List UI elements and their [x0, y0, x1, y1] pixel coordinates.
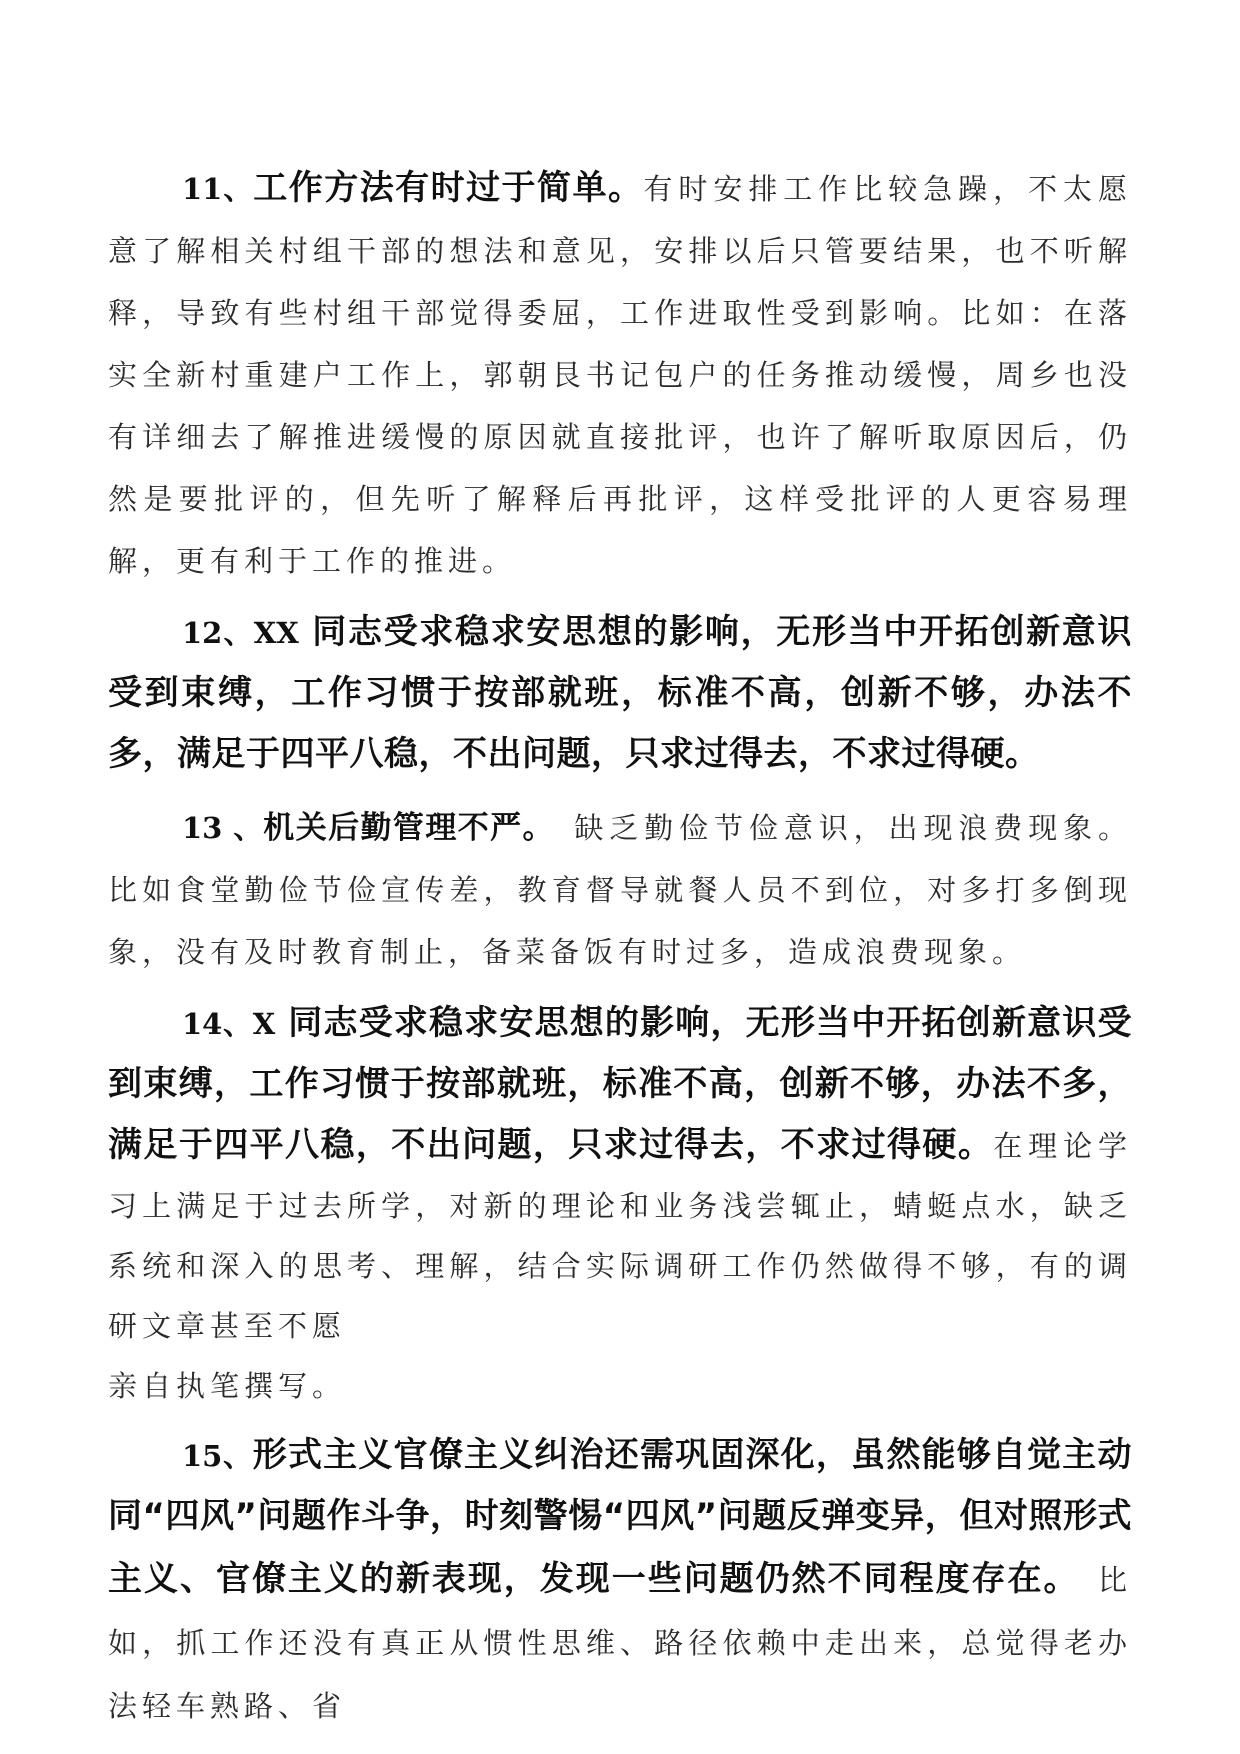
paragraph-14 [108, 996, 1132, 1359]
paragraph-heading: 同志受求稳求安思想的影响，无形当中开拓创新意识受到束缚，工作习惯于按部就班，标准不高，创新不够，办法不多，满足于四平八稳，不出问题，只求过得去，不求过得硬。 [108, 1003, 1132, 1165]
paragraph-number: 12、XX [182, 616, 299, 650]
document-page [108, 160, 1132, 1739]
paragraph-heading: 工作方法有时过于简单。 [253, 168, 644, 208]
paragraph-heading: 形式主义官僚主义纠治还需巩固深化，虽然能够自觉主动同“四风”问题作斗争，时刻警惕“四风”问题反弹变异，但对照形式主义、官僚主义的新表现，发现一些问题仍然不同程度存在。 [108, 1435, 1133, 1599]
paragraph-12 [108, 605, 1132, 788]
paragraph-number: 15、 [182, 1439, 253, 1473]
paragraph-heading: 机关后勤管理不严。 [263, 810, 540, 846]
paragraph-body: 有时安排工作比较急躁，不太愿意了解相关村组干部的想法和意见，安排以后只管要结果，也不听解释，导致有些村组干部觉得委屈，工作进取性受到影响。比如：在落实全新村重建户工作上，郭朝艮书记包户的任务推动缓慢，周乡也没有详细去了解推进缓慢的原因就直接批评，也许了解听取原因后，仍然是要批评的，但先听了解释后再批评，这样受批评的人更容易理解，更有利于工作的推进。 [108, 172, 1133, 578]
paragraph-body: 在理论学习上满足于过去所学，对新的理论和业务浅尝辄止，蜻蜓点水，缺乏系统和深入的思考、理解，结合实际调研工作仍然做得不够，有的调研文章甚至不愿 [108, 1129, 1132, 1343]
paragraph-14-continuation: 亲自执笔撰写。 [108, 1369, 347, 1403]
paragraph-13 [108, 800, 1132, 986]
paragraph-11 [108, 160, 1132, 595]
paragraph-body: 比如，抓工作还没有真正从惯性思维、路径依赖中走出来，总觉得老办法轻车熟路、省 [108, 1563, 1132, 1723]
paragraph-15 [108, 1428, 1132, 1739]
paragraph-heading: 同志受求稳求安思想的影响，无形当中开拓创新意识受到束缚，工作习惯于按部就班，标准不高，创新不够，办法不多，满足于四平八稳，不出问题，只求过得去，不求过得硬。 [108, 612, 1132, 774]
paragraph-number: 11、 [182, 172, 254, 206]
paragraph-number: 14、X [182, 1007, 276, 1041]
paragraph-body: 缺乏勤俭节俭意识，出现浪费现象。比如食堂勤俭节俭宣传差，教育督导就餐人员不到位，对多打多倒现象，没有及时教育制止，备菜备饭有时过多，造成浪费现象。 [108, 811, 1133, 969]
paragraph-number: 13 、 [182, 811, 264, 845]
